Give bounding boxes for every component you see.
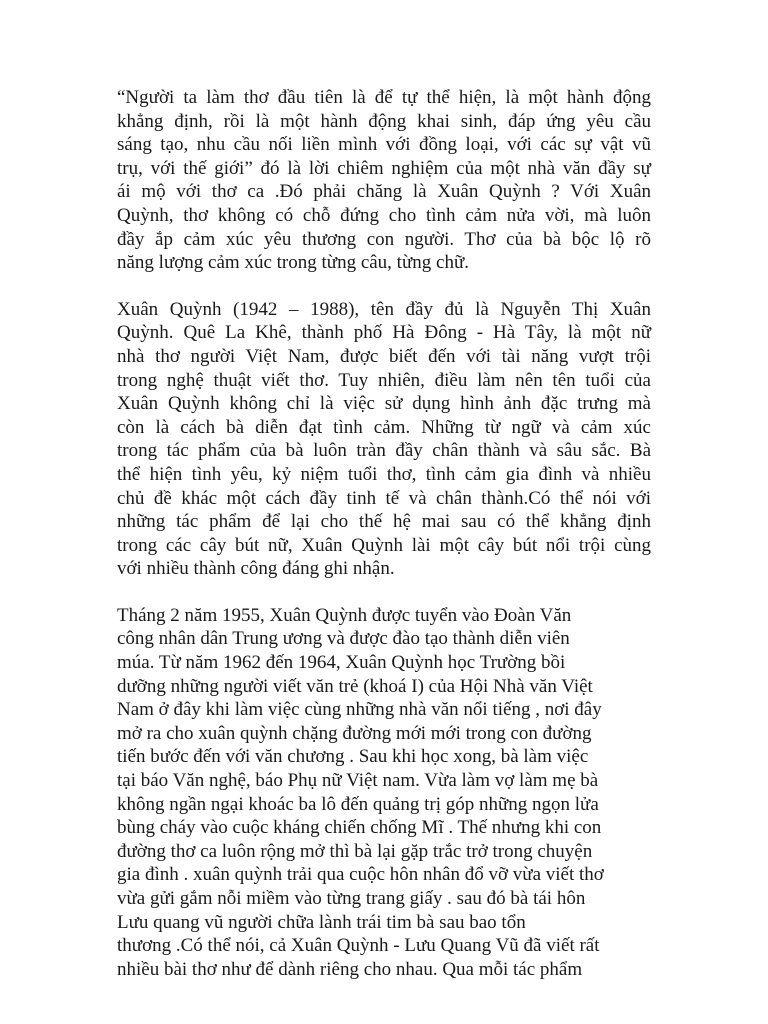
text-line: trong các cây bút nữ, Xuân Quỳnh lài một cây bút nổi trội cùng	[117, 534, 651, 556]
text-line: “Người ta làm thơ đầu tiên là để tự thể hiện, là một hành động	[117, 87, 651, 108]
text-line: múa. Từ năm 1962 đến 1964, Xuân Quỳnh học Trường bồi	[117, 652, 566, 674]
text-line: còn là cách bà diễn đạt tình cảm. Những từ ngữ và cảm xúc	[117, 416, 651, 438]
text-line: chủ đề khác một cách đầy tinh tế và chân thành.Có thể nói với	[117, 487, 651, 509]
text-line: Xuân Quỳnh (1942 – 1988), tên đầy đủ là Nguyễn Thị Xuân	[117, 298, 651, 320]
text-line: Lưu quang vũ người chữa lành trái tim bà sau bao tổn	[117, 911, 526, 933]
document-body	[117, 86, 651, 1004]
text-line: thể hiện tình yêu, kỷ niệm tuổi thơ, tình cảm gia đình và nhiều	[117, 463, 651, 485]
paragraph-intro	[117, 86, 651, 275]
text-line: công nhân dân Trung ương và được đào tạo thành diễn viên	[117, 628, 570, 650]
text-line: Xuân Quỳnh không chỉ là việc sử dụng hình ảnh đặc trưng mà	[117, 393, 651, 415]
text-line: Quỳnh. Quê La Khê, thành phố Hà Đông - Hà Tây, là một nữ	[117, 322, 651, 344]
text-line: trong nghệ thuật viết thơ. Tuy nhiên, điều làm nên tên tuổi của	[117, 369, 651, 391]
text-line: Quỳnh, thơ không có chỗ đứng cho tình cảm nửa vời, mà luôn	[117, 204, 651, 226]
text-line: nhiều bài thơ như để dành riêng cho nhau. Qua mỗi tác phẩm	[117, 958, 583, 980]
text-line: dưỡng những người viết văn trẻ (khoá I) của Hội Nhà văn Việt	[117, 675, 593, 697]
text-line: năng lượng cảm xúc trong từng câu, từng chữ.	[117, 252, 469, 274]
text-line: gia đình . xuân quỳnh trải qua cuộc hôn nhân đổ vỡ vừa viết thơ	[117, 864, 604, 886]
paragraph-career	[117, 604, 651, 982]
paragraph-biography	[117, 298, 651, 581]
text-line: những tác phẩm để lại cho thế hệ mai sau có thể khẳng định	[117, 511, 651, 533]
text-line: với nhiều thành công đáng ghi nhận.	[117, 558, 395, 580]
text-line: đường thơ ca luôn rộng mở thì bà lại gặp trắc trở trong chuyện	[117, 840, 593, 862]
text-line: sáng tạo, nhu cầu nối liền mình với đồng loại, với các sự vật vũ	[117, 134, 651, 156]
text-line: mở ra cho xuân quỳnh chặng đường mới mới trong con đường	[117, 722, 592, 744]
text-line: thương .Có thể nói, cả Xuân Quỳnh - Lưu Quang Vũ đã viết rất	[117, 935, 600, 957]
text-line: nhà thơ người Việt Nam, được biết đến với tài năng vượt trội	[117, 345, 651, 367]
text-line: bùng cháy vào cuộc kháng chiến chống Mĩ . Thế nhưng khi con	[117, 817, 602, 839]
text-line: trong tác phẩm của bà luôn tràn đầy chân thành và sâu sắc. Bà	[117, 440, 651, 462]
text-line: ái mộ với thơ ca .Đó phải chăng là Xuân Quỳnh ? Với Xuân	[117, 181, 651, 203]
text-line: Tháng 2 năm 1955, Xuân Quỳnh được tuyển vào Đoàn Văn	[117, 604, 572, 626]
text-line: tiến bước đến với văn chương . Sau khi học xong, bà làm việc	[117, 746, 589, 768]
text-line: đầy ắp cảm xúc yêu thương con người. Thơ của bà bộc lộ rõ	[117, 228, 651, 250]
text-line: trụ, với thế giới” đó là lời chiêm nghiệm của một nhà văn đầy sự	[117, 157, 651, 179]
text-line: vừa gửi gắm nỗi miềm vào từng trang giấy . sau đó bà tái hôn	[117, 888, 586, 909]
text-line: không ngần ngại khoác ba lô đến quảng trị góp những ngọn lửa	[117, 793, 599, 815]
text-line: Nam ở đây khi làm việc cùng những nhà văn nổi tiếng , nơi đây	[117, 699, 602, 721]
text-line: khẳng định, rồi là một hành động khai sinh, đáp ứng yêu cầu	[117, 110, 651, 132]
text-line: tại báo Văn nghệ, báo Phụ nữ Việt nam. Vừa làm vợ làm mẹ bà	[117, 770, 599, 792]
